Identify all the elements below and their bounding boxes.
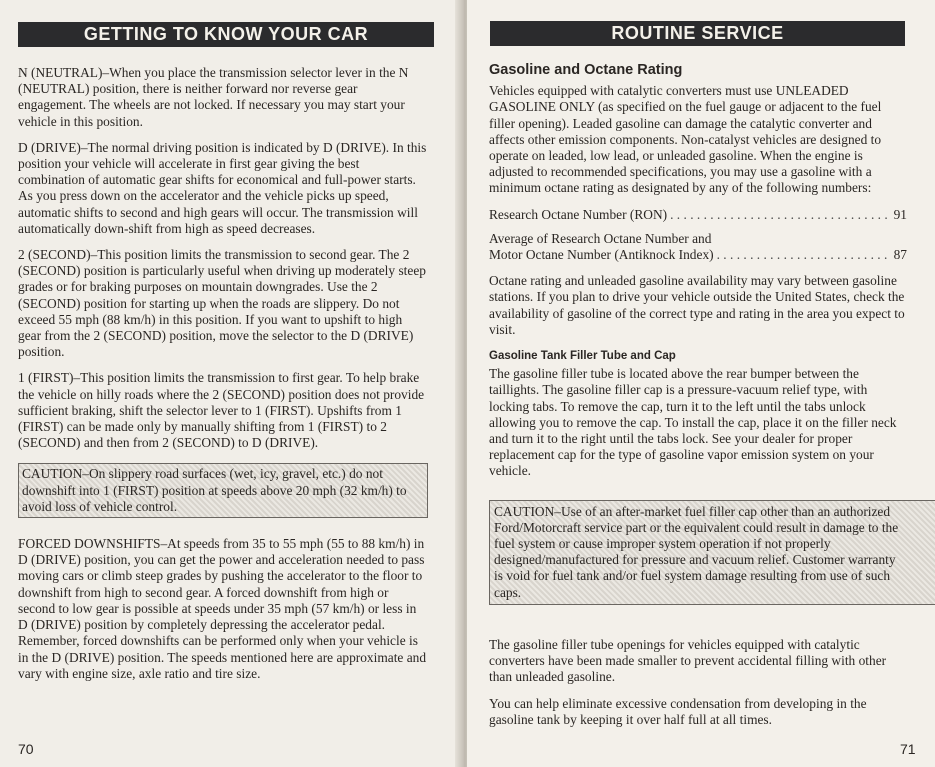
page-number: 70 <box>18 741 34 757</box>
filler-openings-paragraph: The gasoline filler tube openings for vehicles equipped with catalytic converters have been made smaller to prevent accidental filling with other than unleaded gasoline. <box>489 636 887 685</box>
caution-box: CAUTION–Use of an after-market fuel filler cap other than an authorized Ford/Motorcraft service part or the equivalent could result in damage to the fuel system or cause improper system operation if not properly designed/manufactured for pressure and vacuum relief. Customer warranty is void for fuel tank and/or fuel system damage resulting from use of such caps. <box>489 500 935 605</box>
unleaded-paragraph: Vehicles equipped with catalytic converters must use UNLEADED GASOLINE ONLY (as specified on the fuel gauge or adjacent to the fuel filler opening). Leaded gasoline can damage the catalytic converter and affects other emission components. Non-catalyst vehicles are designed to operate on leaded, low lead, or unleaded gasoline. When the engine is adjusted to recommended specifications, you may use a gasoline with a minimum octane rating as designated by any of the following numbers: <box>489 83 882 196</box>
leader-dots <box>717 247 891 263</box>
subsection-title: Gasoline Tank Filler Tube and Cap <box>489 350 676 363</box>
section-title: Gasoline and Octane Rating <box>489 62 683 78</box>
left-text-column <box>18 65 428 692</box>
right-text-column <box>489 62 907 738</box>
caution-box: CAUTION–On slippery road surfaces (wet, icy, gravel, etc.) do not downshift into 1 (FIRST) position at speeds above 20 mph (32 km/h) to avoid loss of vehicle control. <box>18 463 428 518</box>
section-header-banner: GETTING TO KNOW YOUR CAR <box>18 22 434 47</box>
forced-downshifts-paragraph: FORCED DOWNSHIFTS–At speeds from 35 to 55 mph (55 to 88 km/h) in D (DRIVE) position, you can get the power and acceleration needed to pass moving cars or climb steep grades by pushing the accelerator to the floor to downshift from high to second gear. A forced downshift from high or second to low gear is possible at speeds under 35 mph (57 km/h) or less in D (DRIVE) position by completely depressing the accelerator pedal. Remember, forced downshifts can be performed only when your vehicle is in the D (DRIVE) position. The speeds mentioned here are approximate and vary with engine size, axle ratio and tire size. <box>18 536 427 681</box>
spec-name: Research Octane Number (RON) <box>489 206 668 222</box>
right-page <box>467 0 935 767</box>
section-header-banner: ROUTINE SERVICE <box>490 21 905 46</box>
left-page <box>0 0 461 767</box>
page-number: 71 <box>900 741 916 757</box>
spec-value: 91 <box>893 206 907 222</box>
first-paragraph: 1 (FIRST)–This position limits the transmission to first gear. To help brake the vehicle on hilly roads where the 2 (SECOND) position does not provide sufficient braking, shift the selector lever to 1 (FIRST). Upshifts from 1 (FIRST) can be made only by manually shifting from 1 (FIRST) to 2 (SECOND) and then from 2 (SECOND) to D (DRIVE). <box>18 370 425 451</box>
ron-spec-row <box>489 207 907 223</box>
condensation-paragraph: You can help eliminate excessive condensation from developing in the gasoline tank by keeping it over half full at all times. <box>489 695 867 727</box>
second-paragraph: 2 (SECOND)–This position limits the transmission to second gear. The 2 (SECOND) position is particularly useful when driving up moderately steep grades or for braking purposes on mountain downgrades. Use the 2 (SECOND) position for starting up when the roads are slippery. Do not exceed 55 mph (88 km/h) in this position. If you want to upshift to high gear from the 2 (SECOND) position, move the selector to the D (DRIVE) position. <box>18 247 426 360</box>
spec-value: 87 <box>893 247 907 263</box>
octane-availability-paragraph: Octane rating and unleaded gasoline availability may vary between gasoline stations. If you plan to drive your vehicle outside the United States, check the availability of gasoline of the correct type and rating in the area you expect to visit. <box>489 273 905 337</box>
antiknock-spec-row <box>489 247 907 263</box>
drive-paragraph: D (DRIVE)–The normal driving position is indicated by D (DRIVE). In this position your vehicle will accelerate in first gear giving the best combination of automatic gear shifts for economical and full-power starts. As you press down on the accelerator and the vehicle picks up speed, automatic shifts to second and high gears will occur. The transmission will automatically down-shift from high as speed decreases. <box>18 139 427 236</box>
filler-tube-paragraph: The gasoline filler tube is located above the rear bumper between the taillights. The gasoline filler cap is a pressure-vacuum relief type, with locking tabs. To remove the cap, turn it to the left until the tabs unlock allowing you to remove the cap. To install the cap, place it on the filler neck and turn it to the right until the tabs lock. See your dealer for proper replacement cap for the type of gasoline vapor emission system on your vehicle. <box>489 366 897 479</box>
leader-dots <box>670 207 891 223</box>
spec-line: Average of Research Octane Number and <box>489 230 712 246</box>
spec-name: Motor Octane Number (Antiknock Index) <box>489 247 714 263</box>
neutral-paragraph: N (NEUTRAL)–When you place the transmission selector lever in the N (NEUTRAL) position, there is neither forward nor reverse gear engagement. The wheels are not locked. If necessary you may start your vehicle in this position. <box>18 65 409 129</box>
